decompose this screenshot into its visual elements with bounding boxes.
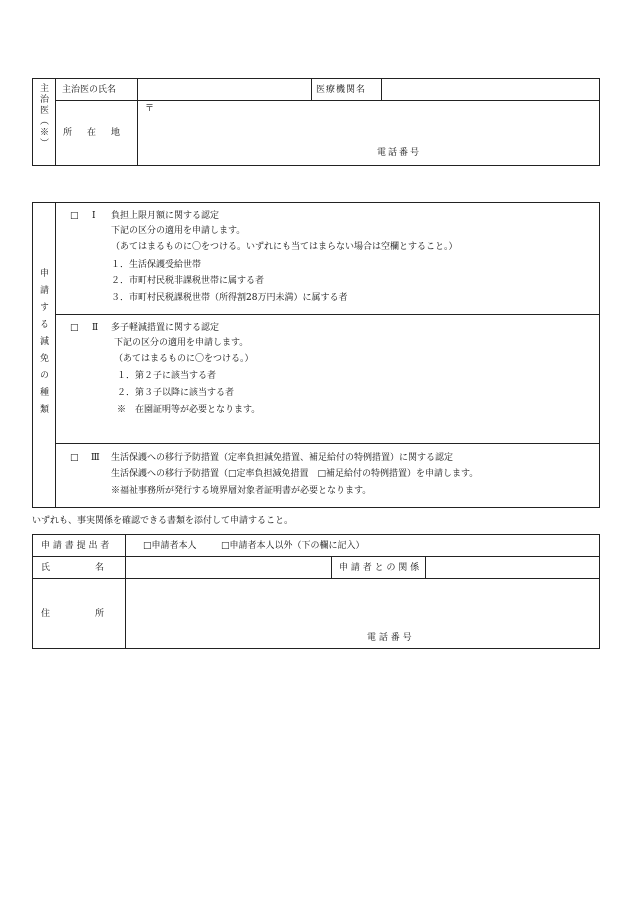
physician-vline-inst-left — [311, 78, 312, 100]
reduction-hline-1 — [55, 314, 600, 315]
section3-title: 生活保護への移行予防措置（定率負担減免措置、補足給付の特例措置）に関する認定 — [111, 453, 454, 463]
physician-name-label: 主治医の氏名 — [62, 85, 117, 95]
section2-item-2[interactable]: ２．第３子以降に該当する者 — [117, 388, 235, 398]
physician-address-field[interactable] — [158, 103, 596, 143]
institution-label: 医療機関名 — [316, 85, 367, 95]
section1-item-1[interactable]: １．生活保護受給世帯 — [111, 260, 202, 270]
section3-checkbox[interactable]: □ — [70, 453, 79, 463]
relation-field[interactable] — [429, 558, 597, 576]
submitter-hline-1 — [32, 556, 600, 557]
reduction-hline-2 — [55, 443, 600, 444]
reduction-side-label: 申請する減免の種類 — [38, 268, 48, 421]
physician-side-label: 主治医（※） — [38, 83, 48, 149]
section3-line1[interactable]: 生活保護への移行予防措置（□定率負担減免措置 □補足給付の特例措置）を申請します。 — [111, 469, 479, 479]
option-other-checkbox[interactable]: □申請者本人以外（下の欄に記入） — [221, 541, 365, 551]
physician-vline-label — [137, 78, 138, 166]
section1-item-2[interactable]: ２．市町村民税非課税世帯に属する者 — [111, 276, 265, 286]
section1-item-3[interactable]: ３．市町村民税課税世帯（所得割28万円未満）に属する者 — [111, 293, 348, 303]
section2-numeral: Ⅱ — [92, 323, 99, 333]
physician-vline-inst-right — [381, 78, 382, 100]
section1-line1: 下記の区分の適用を申請します。 — [111, 226, 246, 236]
section1-line2: （あてはまるものに〇をつける。いずれにも当てはまらない場合は空欄とすること。） — [111, 242, 458, 252]
physician-phone-field[interactable] — [430, 145, 596, 161]
submitter-phone-field[interactable] — [420, 630, 596, 646]
submitter-vline-rel-left — [331, 556, 332, 578]
submitter-hline-2 — [32, 578, 600, 579]
submitter-phone-label: 電 話 番 号 — [367, 633, 412, 643]
section1-checkbox[interactable]: □ — [70, 211, 79, 221]
section3-numeral: Ⅲ — [91, 453, 100, 463]
submitter-address-field[interactable] — [129, 582, 597, 626]
section2-line2: （あてはまるものに〇をつける。） — [114, 354, 254, 364]
physician-name-field[interactable] — [141, 80, 309, 98]
section2-title: 多子軽減措置に関する認定 — [111, 323, 220, 333]
section2-checkbox[interactable]: □ — [70, 323, 79, 333]
relation-label: 申 請 者 と の 関 係 — [339, 563, 420, 573]
submitter-address-label: 住 所 — [41, 609, 105, 619]
section2-note: ※ 在園証明等が必要となります。 — [117, 405, 261, 415]
physician-address-label: 所 在 地 — [63, 128, 124, 138]
submitter-vline-rel-right — [425, 556, 426, 578]
attachment-note: いずれも、事実関係を確認できる書類を添付して申請すること。 — [32, 516, 294, 526]
section1-title: 負担上限月額に関する認定 — [111, 211, 220, 221]
submitter-name-field[interactable] — [129, 558, 328, 576]
section3-line2: ※福祉事務所が発行する境界層対象者証明書が必要となります。 — [111, 486, 372, 496]
section2-item-1[interactable]: １．第２子に該当する者 — [117, 371, 217, 381]
submitter-name-label: 氏 名 — [41, 563, 105, 573]
physician-vline-side — [55, 78, 56, 166]
reduction-vline-side — [55, 202, 56, 508]
submitter-vline-label — [125, 534, 126, 649]
physician-phone-label: 電話番号 — [377, 148, 422, 158]
section1-numeral: Ⅰ — [92, 211, 96, 221]
section2-line1: 下記の区分の適用を申請します。 — [114, 338, 249, 348]
postal-mark: 〒 — [145, 104, 155, 114]
option-self-checkbox[interactable]: □申請者本人 — [143, 541, 197, 551]
institution-field[interactable] — [385, 80, 597, 98]
submitter-label: 申 請 書 提 出 者 — [41, 541, 110, 551]
